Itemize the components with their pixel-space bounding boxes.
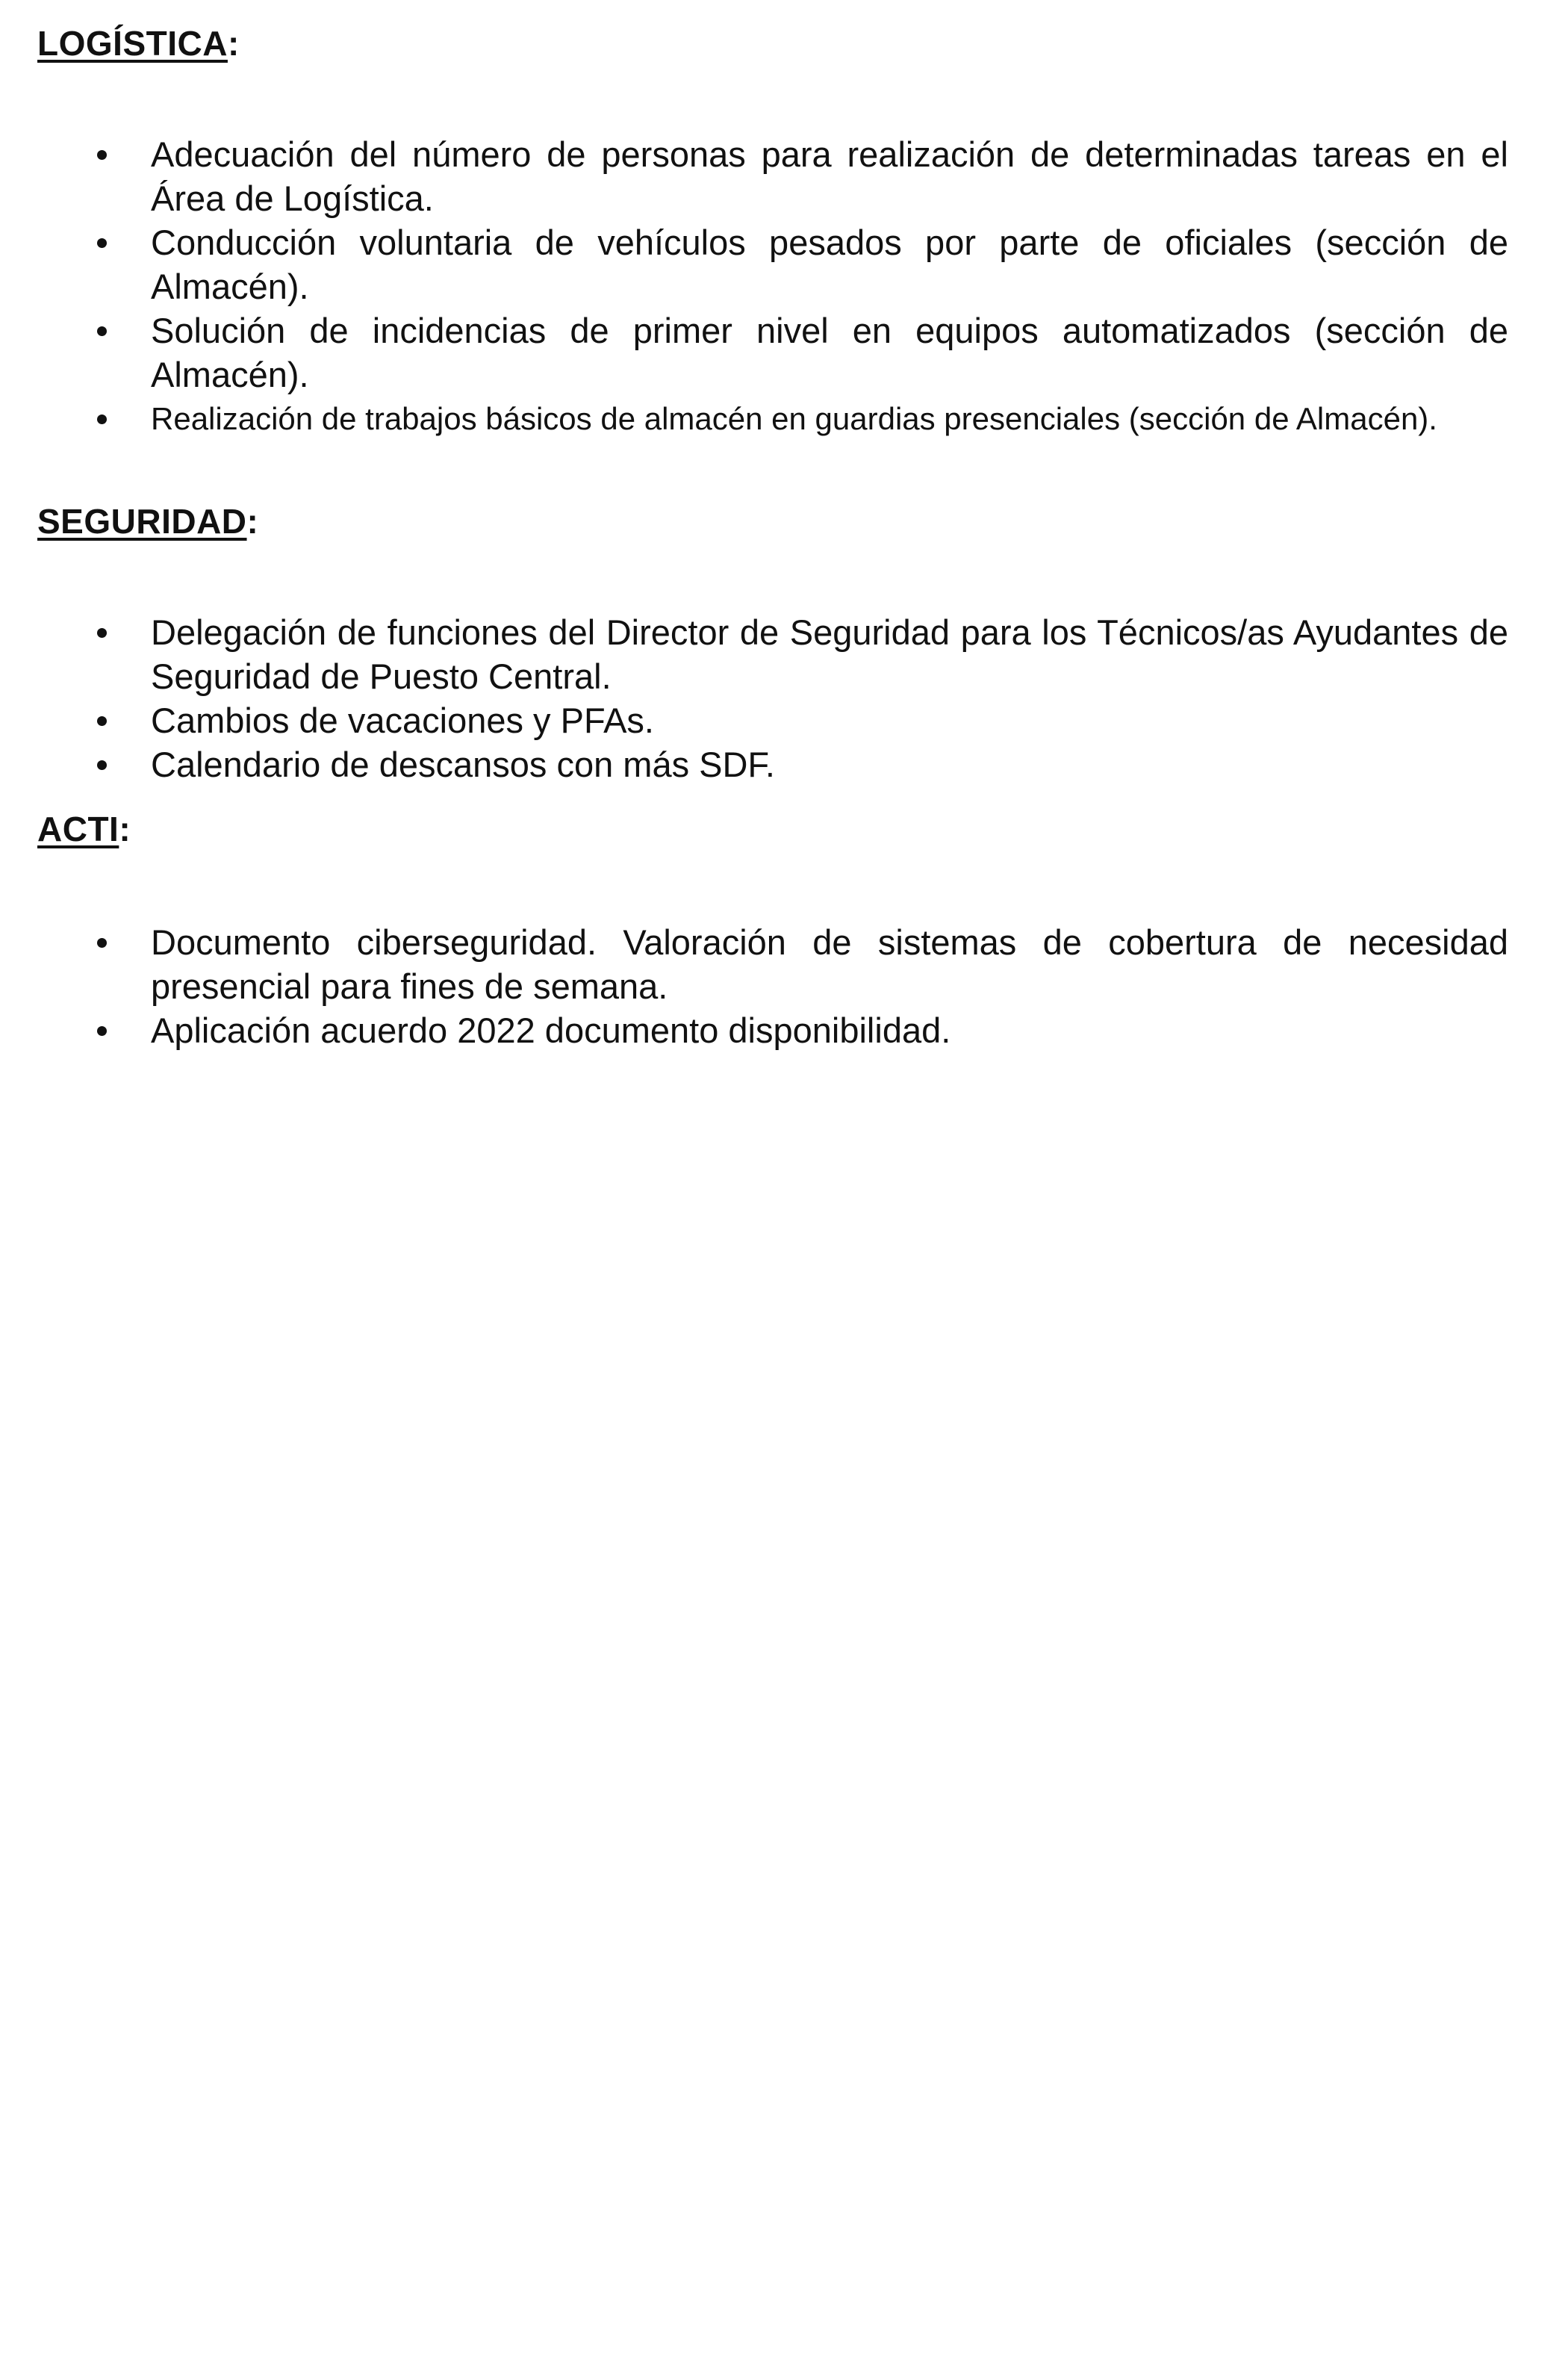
section-title-colon: : [119, 810, 131, 848]
list-item [37, 308, 1508, 397]
bullet-icon [97, 1026, 107, 1036]
section-heading [37, 21, 1508, 66]
section-seguridad [37, 499, 1508, 786]
list-item-text: Aplicación acuerdo 2022 documento disponibilidad. [151, 1010, 951, 1050]
list-item [37, 742, 1508, 786]
list-item [37, 698, 1508, 742]
bullet-list [37, 132, 1508, 441]
list-item-text: Solución de incidencias de primer nivel en equipos automatizados (sección de Almacén). [151, 311, 1508, 394]
bullet-list [37, 610, 1508, 786]
list-item-text: Calendario de descansos con más SDF. [151, 745, 775, 784]
bullet-icon [97, 716, 107, 726]
list-item-text: Conducción voluntaria de vehículos pesados por parte de oficiales (sección de Almacén). [151, 223, 1508, 306]
section-acti [37, 807, 1508, 1052]
list-item-text: Delegación de funciones del Director de Seguridad para los Técnicos/as Ayudantes de Seguridad de Puesto Central. [151, 612, 1508, 696]
list-item [37, 220, 1508, 308]
list-item-text: Realización de trabajos básicos de almacén en guardias presenciales (sección de Almacén). [151, 401, 1437, 436]
section-heading [37, 807, 1508, 851]
section-heading [37, 499, 1508, 544]
list-item-text: Documento ciberseguridad. Valoración de sistemas de cobertura de necesidad presencial para fines de semana. [151, 922, 1508, 1006]
section-title: LOGÍSTICA [37, 24, 228, 63]
list-item [37, 1008, 1508, 1052]
section-title-colon: : [227, 24, 240, 63]
section-title: ACTI [37, 810, 119, 848]
list-item [37, 610, 1508, 698]
section-title: SEGURIDAD [37, 502, 247, 541]
bullet-icon [97, 415, 107, 424]
bullet-list [37, 920, 1508, 1052]
list-item-text: Adecuación del número de personas para realización de determinadas tareas en el Área de Logística. [151, 134, 1508, 218]
bullet-icon [97, 150, 107, 160]
bullet-icon [97, 238, 107, 248]
list-item-text: Cambios de vacaciones y PFAs. [151, 701, 654, 740]
list-item [37, 132, 1508, 220]
section-title-colon: : [246, 502, 259, 541]
list-item [37, 397, 1508, 441]
bullet-icon [97, 628, 107, 638]
section-logistica [37, 21, 1508, 441]
bullet-icon [97, 760, 107, 770]
list-item [37, 920, 1508, 1008]
bullet-icon [97, 326, 107, 336]
bullet-icon [97, 938, 107, 948]
